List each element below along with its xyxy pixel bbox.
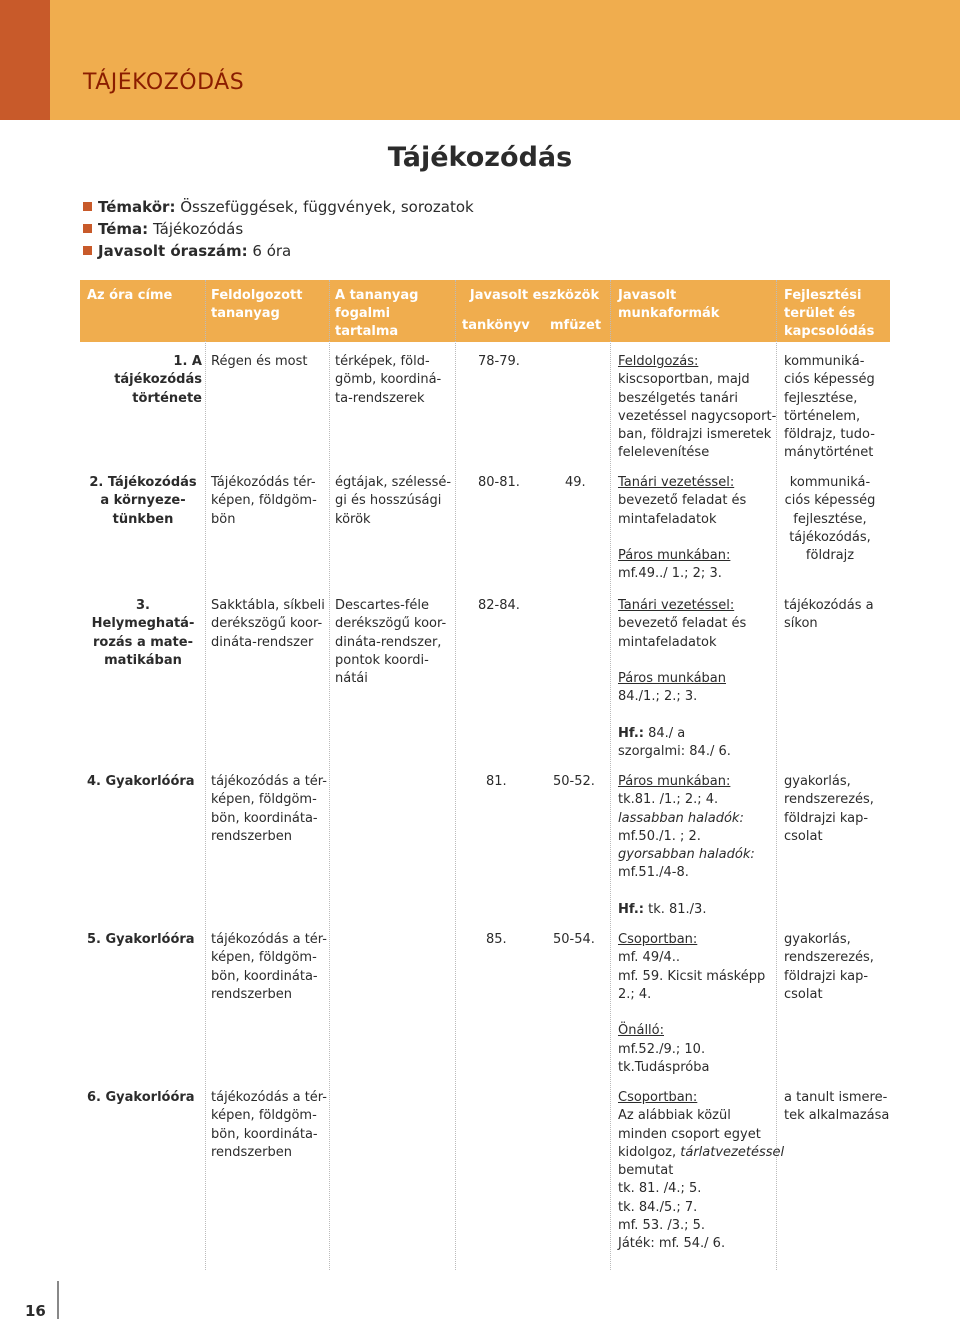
row-3-material: Sakktábla, síkbeli derékszögű koor- dináta-rendszer xyxy=(211,598,325,650)
hours-value: 6 óra xyxy=(252,242,292,260)
meta-theme xyxy=(83,220,243,238)
row-5-title: 5. Gyakorlóóra xyxy=(87,932,195,947)
row-1-title: 1. A tájékozódás története xyxy=(114,354,202,406)
column-divider xyxy=(455,280,456,1270)
banner-accent xyxy=(0,0,50,120)
meta-hours xyxy=(83,242,291,260)
column-divider xyxy=(329,280,330,1270)
col-header-workbook: mfüzet xyxy=(550,318,602,333)
section-title: TÁJÉKOZÓDÁS xyxy=(83,70,245,95)
theme-label: Téma: xyxy=(98,220,149,238)
col-header-title: Az óra címe xyxy=(87,288,173,303)
row-2-workforms: Tanári vezetéssel: bevezető feladat és mintafeladatok Páros munkában: mf.49../ 1.; 2; 3. xyxy=(618,475,747,582)
row-3-textbook: 82-84. xyxy=(478,598,520,613)
row-1-workforms: Feldolgozás: kiscsoportban, majd beszélgetés tanári vezetéssel nagycsoport- ban, földrajzi ismeretek felelevenítése xyxy=(618,354,777,461)
row-5-textbook: 85. xyxy=(486,932,507,947)
topic-value: Összefüggések, függvények, sorozatok xyxy=(180,198,474,216)
col-header-concepts: A tananyag fogalmi tartalma xyxy=(335,288,419,339)
page-number: 16 xyxy=(25,1302,46,1320)
header-banner xyxy=(0,0,960,120)
theme-value: Tájékozódás xyxy=(152,220,244,238)
row-1-textbook: 78-79. xyxy=(478,354,520,369)
row-5-workforms: Csoportban: mf. 49/4.. mf. 59. Kicsit másképp 2.; 4. Önálló: mf.52./9.; 10. tk.Tudáspróba xyxy=(618,932,766,1076)
column-divider xyxy=(610,280,611,1270)
row-2-concepts: égtájak, szélessé- gi és hosszúsági körök xyxy=(335,475,452,527)
hours-label: Javasolt óraszám: xyxy=(98,242,248,260)
col-header-workforms: Javasolt munkaformák xyxy=(618,288,720,321)
topic-label: Témakör: xyxy=(98,198,176,216)
row-1-development: kommuniká- ciós képesség fejlesztése, történelem, földrajz, tudo- mánytörténet xyxy=(784,354,875,461)
col-header-material: Feldolgozott tananyag xyxy=(211,288,303,321)
row-5-material: tájékozódás a tér- képen, földgöm- bön, koordináta- rendszerben xyxy=(211,932,327,1002)
row-1-material: Régen és most xyxy=(211,354,308,369)
row-4-workforms: Páros munkában: tk.81. /1.; 2.; 4. lassabban haladók: mf.50./1. ; 2. gyorsabban haladók: mf.51./4-8. Hf.: tk. 81./3. xyxy=(618,774,755,918)
row-3-title: 3. Helymeghatá- rozás a mate- matikában xyxy=(91,598,195,668)
col-header-tools: Javasolt eszközök xyxy=(469,288,600,303)
bullet-square-icon xyxy=(83,202,92,211)
col-header-textbook: tankönyv xyxy=(462,318,530,333)
meta-topic xyxy=(83,198,474,216)
row-6-material: tájékozódás a tér- képen, földgöm- bön, koordináta- rendszerben xyxy=(211,1090,327,1160)
page-title: Tájékozódás xyxy=(387,142,573,173)
bullet-square-icon xyxy=(83,246,92,255)
row-3-workforms: Tanári vezetéssel: bevezető feladat és mintafeladatok Páros munkában 84./1.; 2.; 3. Hf.: 84./ a szorgalmi: 84./ 6. xyxy=(618,598,747,760)
row-5-workbook: 50-54. xyxy=(553,932,595,947)
row-2-textbook: 80-81. xyxy=(478,475,520,490)
row-5-development: gyakorlás, rendszerezés, földrajzi kap- csolat xyxy=(784,932,874,1002)
row-4-title: 4. Gyakorlóóra xyxy=(87,774,195,789)
row-2-title: 2. Tájékozódás a környeze- tünkben xyxy=(89,475,197,527)
row-3-concepts: Descartes-féle derékszögű koor- dináta-rendszer, pontok koordi- nátái xyxy=(335,598,447,687)
row-6-workforms: Csoportban: Az alábbiak közül minden csoport egyet kidolgoz, tárlatvezetéssel bemutat tk. 81. /4.; 5. tk. 84./5.; 7. mf. 53. /3.; 5. Játék: mf. 54./ 6. xyxy=(618,1090,785,1252)
row-3-development: tájékozódás a síkon xyxy=(784,598,874,632)
row-4-material: tájékozódás a tér- képen, földgöm- bön, koordináta- rendszerben xyxy=(211,774,327,844)
bullet-square-icon xyxy=(83,224,92,233)
column-divider xyxy=(205,280,206,1270)
row-1-concepts: térképek, föld- gömb, koordiná- ta-rendszerek xyxy=(335,354,442,406)
row-4-textbook: 81. xyxy=(486,774,507,789)
row-2-development: kommuniká- ciós képesség fejlesztése, tájékozódás, földrajz xyxy=(784,475,876,564)
row-4-workbook: 50-52. xyxy=(553,774,595,789)
row-6-development: a tanult ismere- tek alkalmazása xyxy=(784,1090,890,1124)
row-2-workbook: 49. xyxy=(565,475,586,490)
row-4-development: gyakorlás, rendszerezés, földrajzi kap- csolat xyxy=(784,774,874,844)
row-2-material: Tájékozódás tér- képen, földgöm- bön xyxy=(211,475,317,527)
col-header-development: Fejlesztési terület és kapcsolódás xyxy=(784,288,875,339)
row-6-title: 6. Gyakorlóóra xyxy=(87,1090,195,1105)
